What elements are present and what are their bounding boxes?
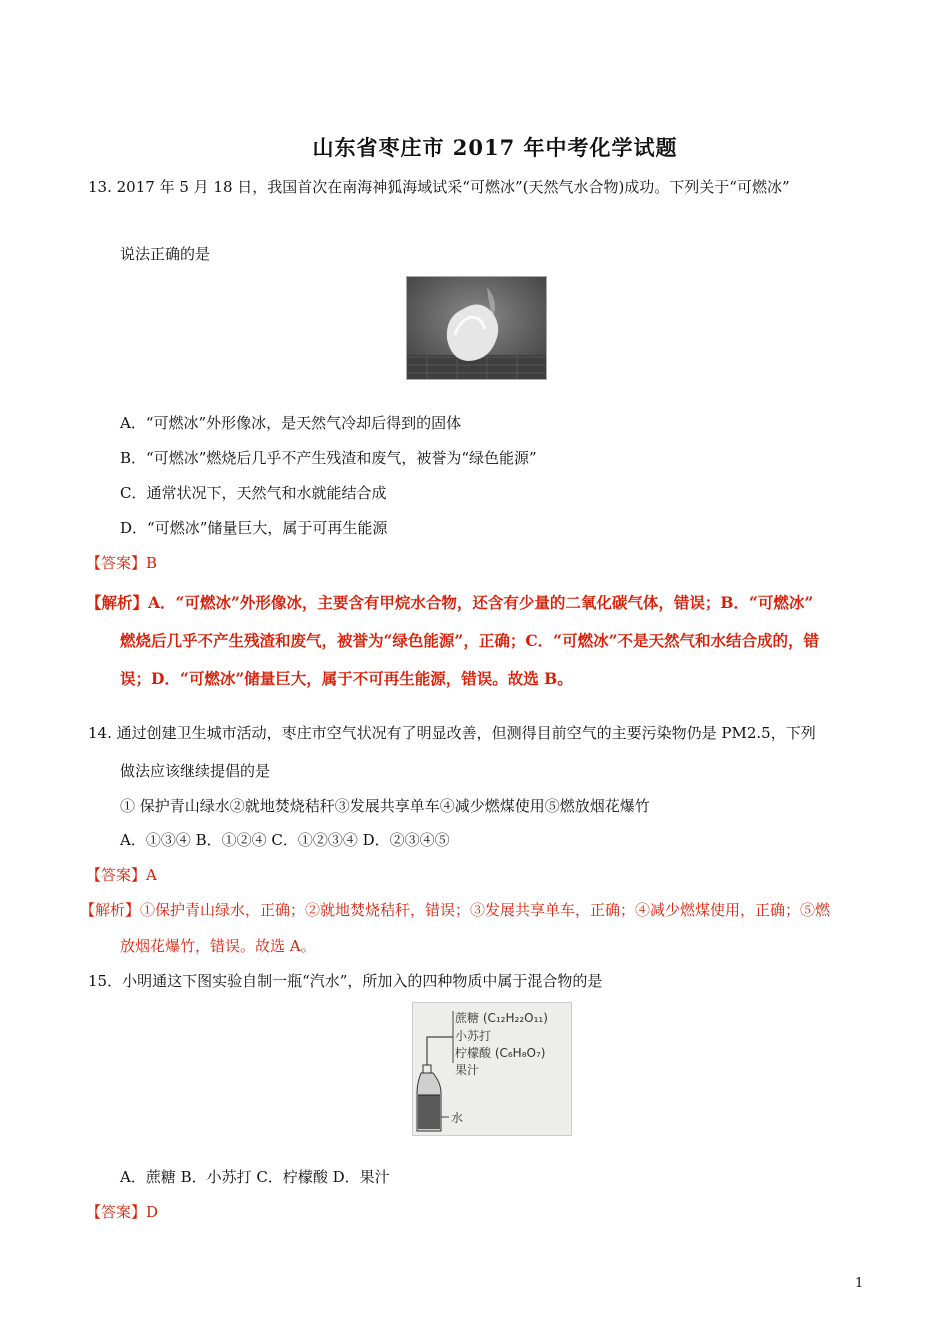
q13-option-c: C．通常状况下，天然气和水就能结合成 [120,484,387,502]
q15-options: A．蔗糖 B．小苏打 C．柠檬酸 D．果汁 [120,1168,390,1186]
q13-option-a: A．“可燃冰”外形像冰，是天然气冷却后得到的固体 [120,414,462,432]
q13-analysis-line2: 燃烧后几乎不产生残渣和废气，被誉为“绿色能源”，正确；C．“可燃冰”不是天然气和水结合成的，错 [120,631,820,650]
label-water: 水 [451,1111,464,1125]
q13-analysis-line3: 误；D．“可燃冰”储量巨大，属于不可再生能源，错误。故选 B。 [120,669,573,688]
q14-answer: 【答案】A [86,866,157,884]
page-number: 1 [855,1276,864,1291]
label-juice: 果汁 [455,1063,480,1077]
q13-stem-line2: 说法正确的是 [120,245,211,263]
q14-stem-line1: 14. 通过创建卫生城市活动，枣庄市空气状况有了明显改善，但测得目前空气的主要污染物仍是 PM2.5，下列 [88,724,816,742]
q13-stem-line1: 13. 2017 年 5 月 18 日，我国首次在南海神狐海域试采“可燃冰”(天然气水合物)成功。下列关于“可燃冰” [88,178,790,196]
q13-analysis-line1: 【解析】A．“可燃冰”外形像冰，主要含有甲烷水合物，还含有少量的二氧化碳气体，错误；B．“可燃冰” [86,593,814,612]
q13-option-b: B．“可燃冰”燃烧后几乎不产生残渣和废气，被誉为“绿色能源” [120,449,537,467]
q14-analysis-line2: 放烟花爆竹，错误。故选 A。 [120,937,316,955]
q14-analysis-line1: 【解析】①保护青山绿水，正确；②就地焚烧秸秆，错误；③发展共享单车，正确；④减少燃煤使用，正确；⑤燃 [80,901,831,919]
label-sucrose: 蔗糖 (C₁₂H₂₂O₁₁) [455,1011,548,1025]
flammable-ice-photo [406,276,547,380]
q14-options: A．①③④ B．①②④ C．①②③④ D．②③④⑤ [120,831,450,849]
label-citric-acid: 柠檬酸 (C₆H₈O₇) [455,1046,546,1060]
q15-stem: 15．小明通这下图实验自制一瓶“汽水”，所加入的四种物质中属于混合物的是 [88,972,603,990]
soda-experiment-figure [412,1002,572,1136]
q15-answer: 【答案】D [86,1203,159,1221]
q13-option-d: D．“可燃冰”储量巨大，属于可再生能源 [120,519,388,537]
q14-items: ① 保护青山绿水②就地焚烧秸秆③发展共享单车④减少燃煤使用⑤燃放烟花爆竹 [120,797,650,815]
q13-answer: 【答案】B [86,554,158,572]
label-baking-soda: 小苏打 [455,1029,492,1043]
q14-stem-line2: 做法应该继续提倡的是 [120,762,271,780]
page-title: 山东省枣庄市 2017 年中考化学试题 [312,135,678,160]
